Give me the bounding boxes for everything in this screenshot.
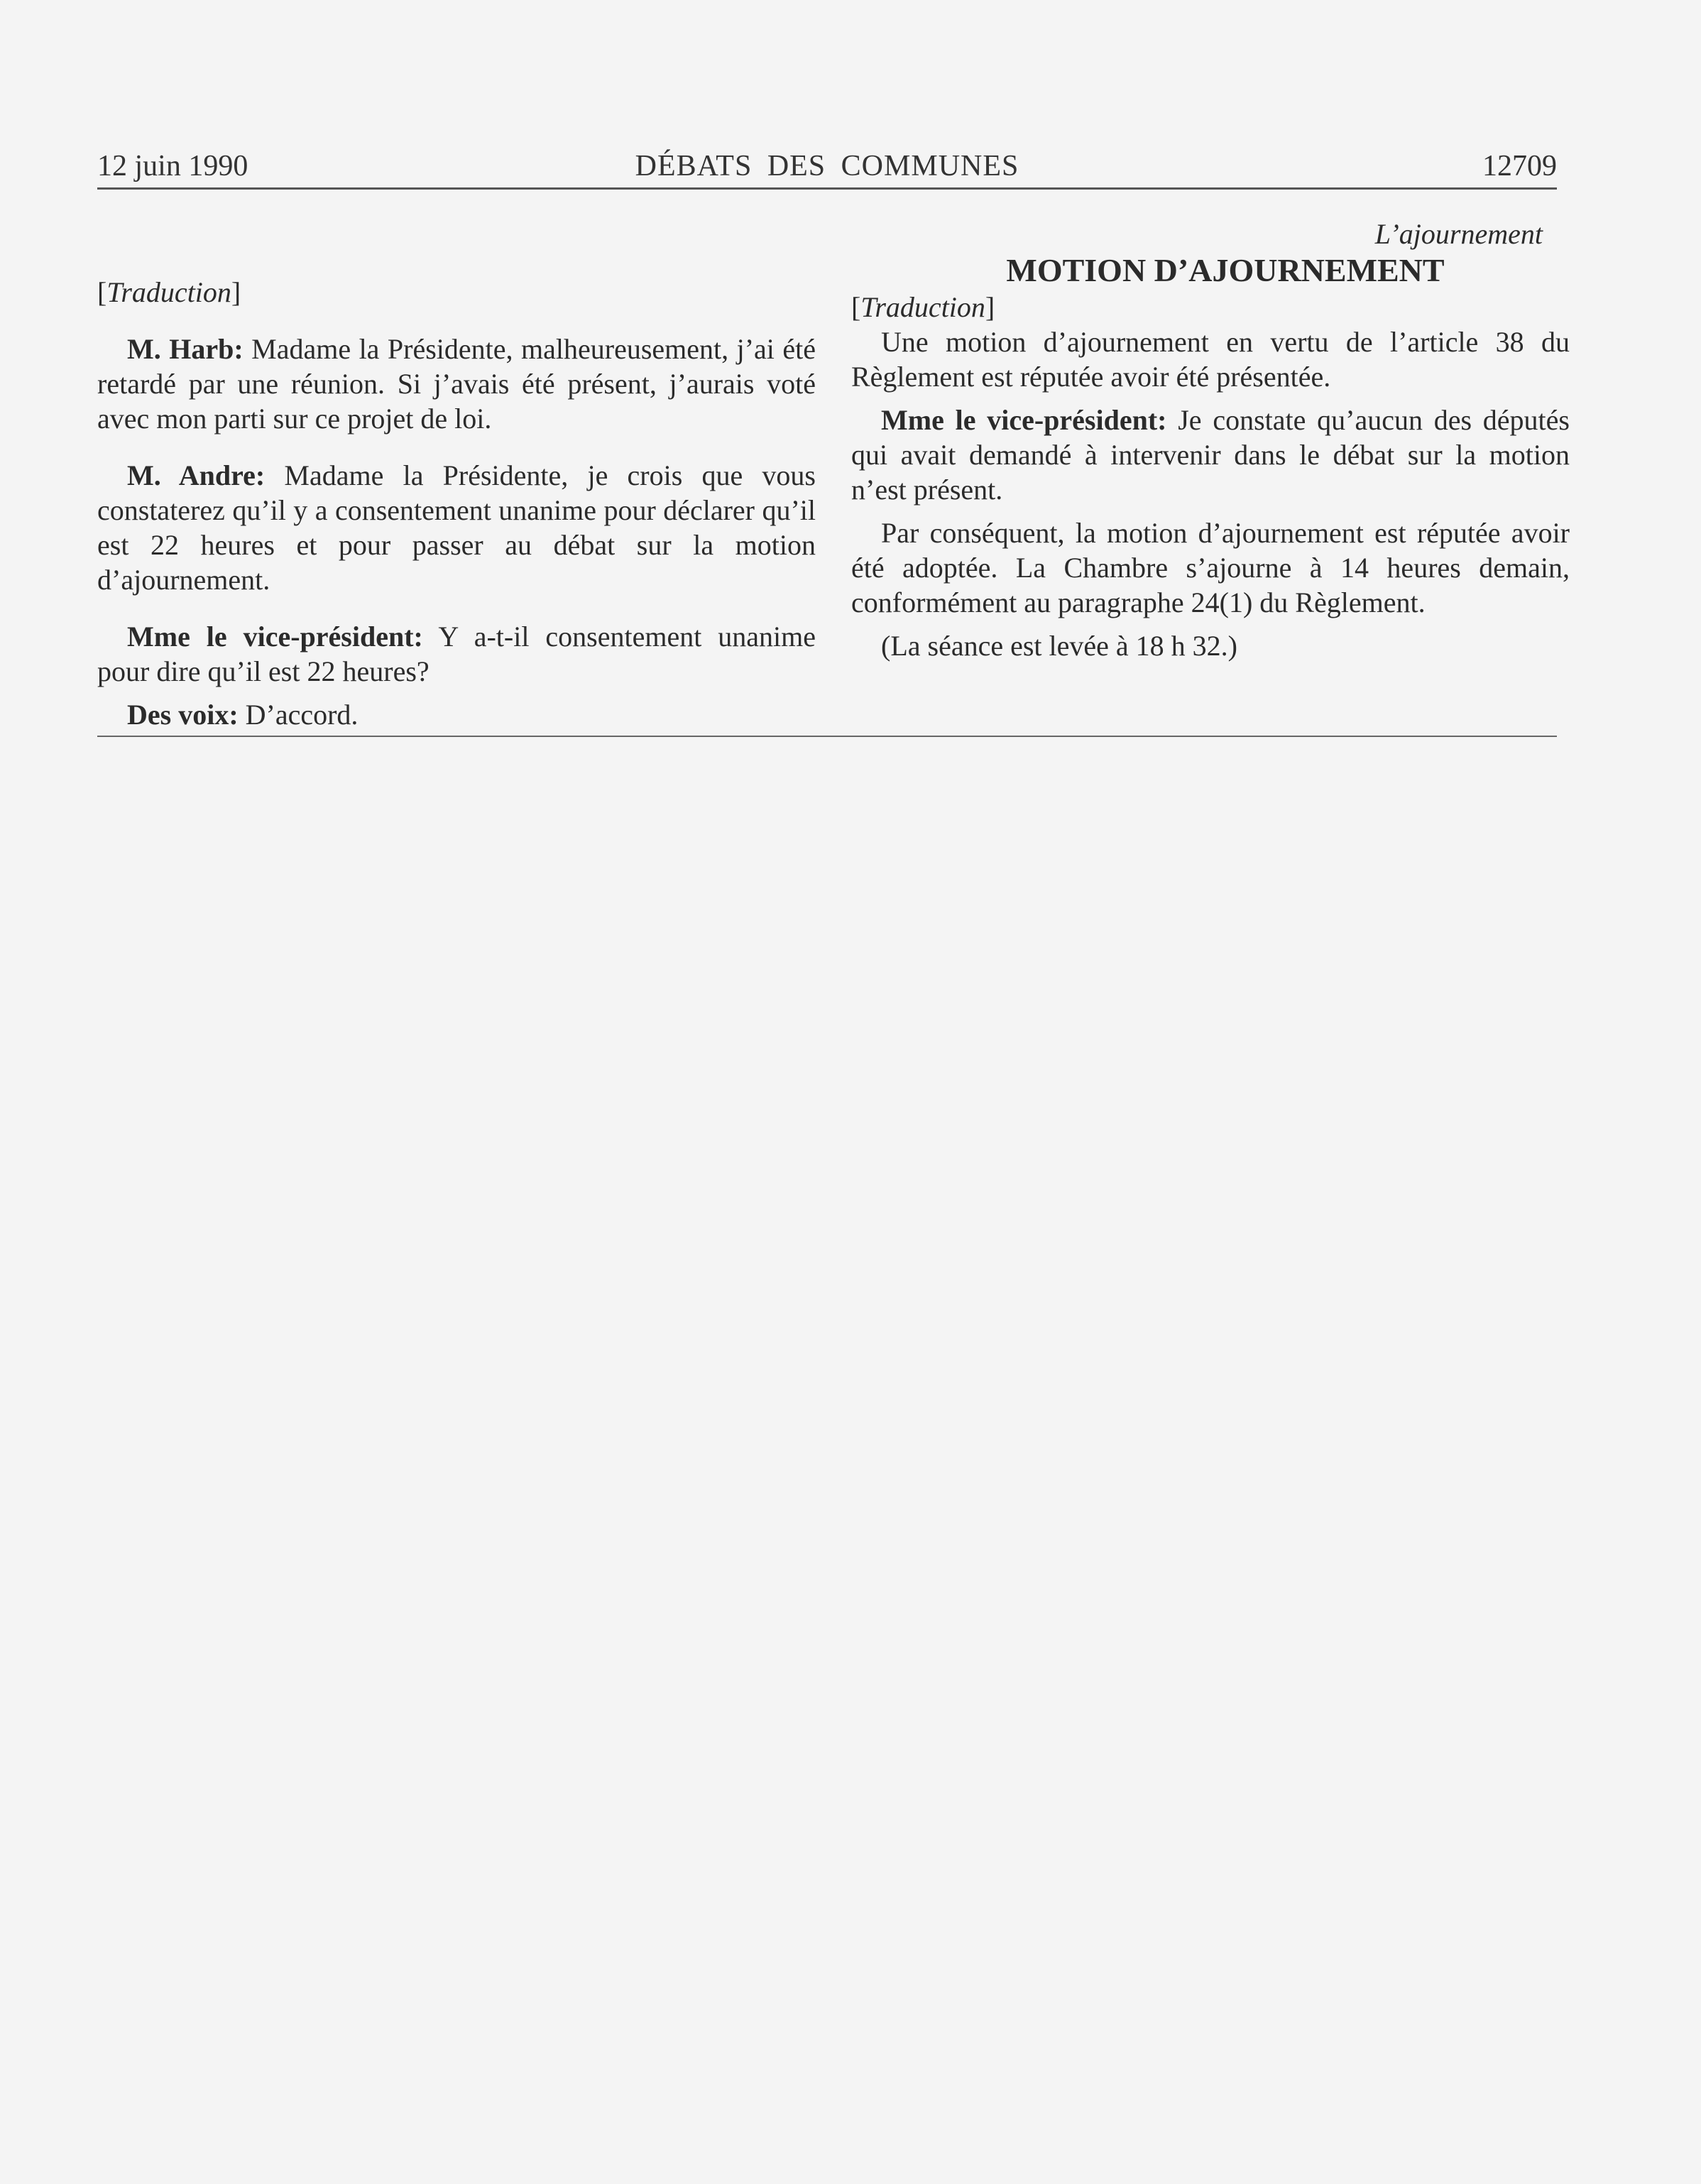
translation-note-text: Traduction <box>860 291 985 323</box>
sitting-closing-note: (La séance est levée à 18 h 32.) <box>881 630 1237 662</box>
speaker-name: Mme le vice-président: <box>881 404 1167 436</box>
adjournment-paragraph: Par conséquent, la motion d’ajournement est réputée avoir été adoptée. La Chambre s’ajourne à 14 heures demain, conformément au paragraphe 24(1) du Règlement. <box>851 517 1570 618</box>
speech-text: Y a-t-il consentement unanime pour dire qu’il est 22 heures? <box>97 621 816 687</box>
speech-paragraph <box>97 332 816 436</box>
translation-note: [Traduction] <box>851 291 995 323</box>
left-column <box>97 275 816 732</box>
right-column <box>851 217 1570 663</box>
translation-note-text: Traduction <box>106 276 231 308</box>
running-head <box>97 144 1557 188</box>
speaker-name: M. Harb: <box>127 333 244 365</box>
section-running-title: L’ajournement <box>1374 218 1543 250</box>
section-heading: MOTION D’AJOURNEMENT <box>1006 252 1445 288</box>
page-number: 12709 <box>1482 150 1557 182</box>
running-head-title: DÉBATS DES COMMUNES <box>635 150 1019 182</box>
speech-text: Je constate qu’aucun des députés qui avait demandé à intervenir dans le débat sur la motion n’est présent. <box>851 404 1570 506</box>
motion-paragraph: Une motion d’ajournement en vertu de l’article 38 du Règlement est réputée avoir été présentée. <box>851 326 1570 393</box>
end-rule <box>97 736 1557 737</box>
speech-paragraph <box>97 697 816 732</box>
speech-text: Madame la Présidente, malheureusement, j’ai été retardé par une réunion. Si j’avais été présent, j’aurais voté avec mon parti sur ce projet de loi. <box>97 333 816 435</box>
translation-note: [Traduction] <box>97 276 241 308</box>
speech-text: Madame la Présidente, je crois que vous constaterez qu’il y a consentement unanime pour déclarer qu’il est 22 heures et pour passer au débat sur la motion d’ajournement. <box>97 459 816 596</box>
speech-paragraph <box>851 403 1570 507</box>
speaker-name: Des voix: <box>127 699 239 731</box>
running-head-date: 12 juin 1990 <box>97 150 248 182</box>
speech-text: D’accord. <box>238 699 359 731</box>
header-rule <box>97 187 1557 190</box>
speaker-name: Mme le vice-président: <box>127 621 423 653</box>
speech-paragraph <box>97 619 816 689</box>
speech-paragraph <box>97 458 816 597</box>
speaker-name: M. Andre: <box>127 459 266 491</box>
